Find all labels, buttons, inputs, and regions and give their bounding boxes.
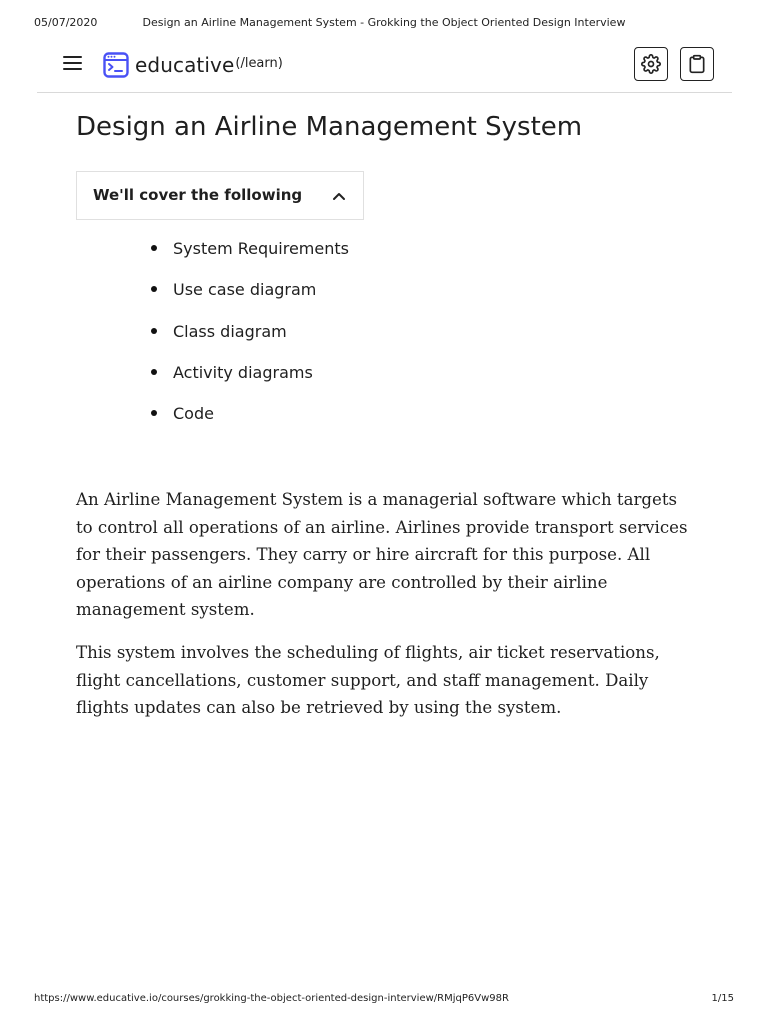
educative-logo[interactable] [103, 51, 283, 79]
toc-list [146, 239, 349, 445]
toc-item-label: Use case diagram [173, 280, 317, 300]
bullet-icon [151, 410, 157, 416]
bullet-icon [151, 245, 157, 251]
toc-heading: We'll cover the following [93, 186, 303, 204]
page-title: Design an Airline Management System [76, 112, 583, 142]
code-window-icon [103, 52, 129, 78]
toc-item-code[interactable] [146, 404, 349, 445]
toc-item-class-diagram[interactable] [146, 322, 349, 363]
notes-button[interactable] [680, 47, 714, 81]
clipboard-icon [687, 54, 707, 74]
bullet-icon [151, 369, 157, 375]
toc-item-activity-diagrams[interactable] [146, 363, 349, 404]
toc-item-label: Class diagram [173, 321, 287, 341]
bullet-icon [151, 328, 157, 334]
hamburger-menu-icon[interactable] [63, 56, 83, 72]
toc-item-use-case-diagram[interactable] [146, 280, 349, 321]
logo-learn-link[interactable]: (/learn) [235, 55, 283, 71]
logo-text: educative [135, 53, 235, 77]
page-number: 1/15 [711, 993, 734, 1004]
print-document-title: Design an Airline Management System - Grokking the Object Oriented Design Interview [142, 16, 626, 29]
toc-item-system-requirements[interactable] [146, 239, 349, 280]
intro-paragraph: An Airline Management System is a managerial software which targets to control all operations of an airline. Airlines provide transport services for their passengers. They carry or hire aircraft for this purpose. All operations of an airline company are controlled by their airline management system. [76, 490, 688, 619]
system-scope-paragraph: This system involves the scheduling of flights, air ticket reservations, flight cancellations, customer support, and staff management. Daily flights updates can also be retrieved by using the system. [76, 643, 660, 717]
toc-item-label: Activity diagrams [173, 362, 313, 382]
settings-button[interactable] [634, 47, 668, 81]
bullet-icon [151, 286, 157, 292]
toc-item-label: Code [173, 404, 214, 424]
print-date: 05/07/2020 [34, 16, 98, 29]
print-url: https://www.educative.io/courses/grokking-the-object-oriented-design-interview/RMjqP6Vw98R [34, 993, 509, 1004]
toc-toggle[interactable] [76, 171, 364, 220]
gear-icon [641, 54, 661, 74]
top-navigation-bar [37, 44, 732, 93]
chevron-up-icon [331, 188, 347, 204]
toc-item-label: System Requirements [173, 239, 349, 258]
